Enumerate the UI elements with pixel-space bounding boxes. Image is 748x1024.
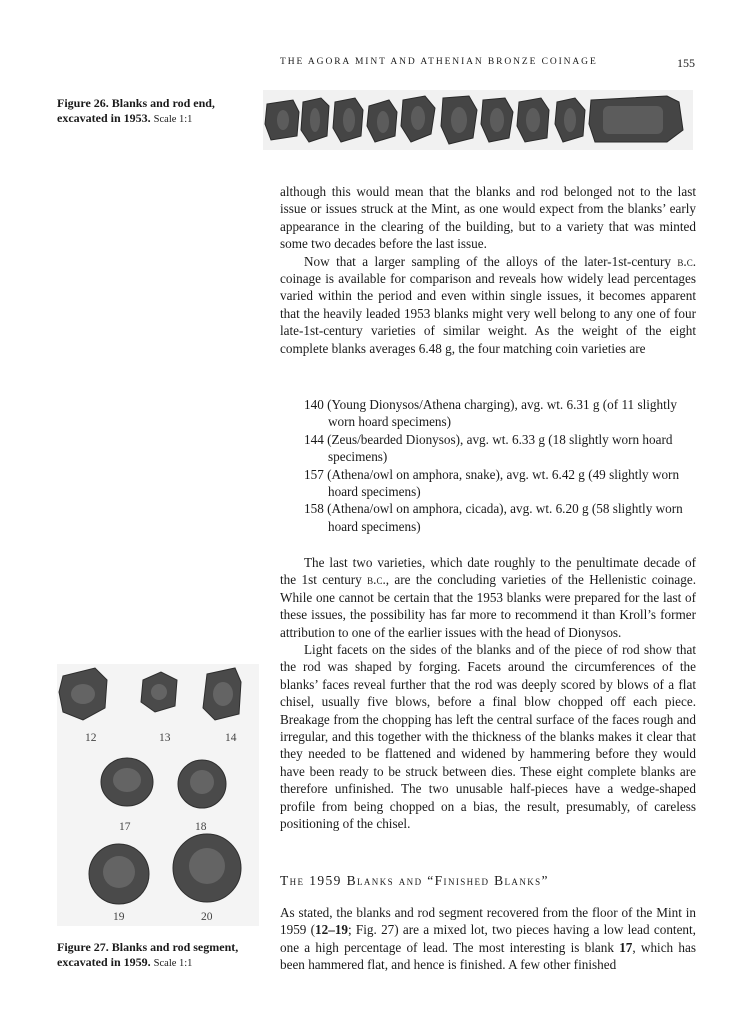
list-item: 144 (Zeus/bearded Dionysos), avg. wt. 6.33 g (18 slightly worn hoard specimens) xyxy=(304,431,673,465)
paragraph-5-end: , which has been hammered flat, and hence is finished. A few other finished xyxy=(280,939,696,973)
paragraph-2 xyxy=(280,253,696,357)
catalog-reference: 12–19 xyxy=(315,922,348,938)
running-title: THE AGORA MINT AND ATHENIAN BRONZE COINAGE xyxy=(280,57,598,67)
paragraph-3-era: b.c. xyxy=(367,572,386,588)
figure-27-label: 19 xyxy=(113,911,125,923)
page-number: 155 xyxy=(677,56,695,70)
figure-26-caption xyxy=(57,96,267,127)
variety-list xyxy=(304,396,696,535)
paragraph-2-start: Now that a larger sampling of the alloys of the later-1st-century xyxy=(304,253,678,269)
figure-27-label: 20 xyxy=(201,911,213,923)
figure-27-label: 12 xyxy=(85,732,97,744)
paragraph-2-end: coinage is available for comparison and reveals how widely lead percentages varied within the period and even within single issues, it becomes apparent that the heavily leaded 1953 blanks might very well belong to any one of four late-1st-century varieties of similar weight. As the weight of the eight complete blanks averages 6.48 g, the four matching coin varieties are xyxy=(280,271,696,356)
paragraph-2-era: b.c. xyxy=(677,253,696,269)
body-column-lower xyxy=(280,554,696,833)
paragraph-5-middle: ; Fig. 27) are a mixed lot, two pieces having a low lead content, one a high percentage of lead. The most interesting is blank xyxy=(280,922,696,955)
list-item: 140 (Young Dionysos/Athena charging), avg. wt. 6.31 g (of 11 slightly worn hoard specimens) xyxy=(304,397,678,430)
paragraph-3-end: , are the concluding varieties of the Hellenistic coinage. While one cannot be certain that the 1953 blanks were prepared for the last of these issues, the possibility has far more to recommend it than Kroll’s former attribution to one of the earlier issues with the head of Dionysos. xyxy=(280,572,696,640)
figure-27-label: 17 xyxy=(119,821,131,833)
figure-27-caption xyxy=(57,940,267,971)
paragraph-5 xyxy=(280,904,696,974)
catalog-reference: 17 xyxy=(619,939,633,955)
figure-27-caption-title: Figure 27. Blanks and rod segment, excavated in 1959. xyxy=(57,940,239,969)
list-item: 158 (Athena/owl on amphora, cicada), avg. wt. 6.20 g (58 slightly worn hoard specimens) xyxy=(304,501,683,534)
paragraph-4: Light facets on the sides of the blanks and of the piece of rod show that the rod was shaped by forging. Facets around the circumferences of the blanks’ faces reveal further that the rod was deeply scored by blows of a flat chisel, usually five blows, before a final blow chopped off each piece. Breakage from the chopping has left the central surface of the faces rough and irregular, and this together with the thickness of the blanks makes it clear that they needed to be flattened and widened by hammering before they would have been ready to be struck between dies. These eight complete blanks are therefore unfinished. The two unusable half-pieces have a wedge-shaped profile from being chopped on a bias, the result, presumably, of careless positioning of the chisel. xyxy=(280,642,696,832)
body-column xyxy=(280,183,696,357)
paragraph-5-start: As stated, the blanks and rod segment recovered from the floor of the Mint in 1959 ( xyxy=(280,905,696,938)
figure-26-scale: Scale 1:1 xyxy=(153,114,193,125)
paragraph-3 xyxy=(280,554,696,641)
figure-27-scale: Scale 1:1 xyxy=(153,958,193,969)
figure-26-photo xyxy=(263,90,693,150)
section-body xyxy=(280,904,696,974)
paragraph-3-start: The last two varieties, which date roughly to the penultimate decade of the 1st century xyxy=(280,555,696,588)
figure-26-caption-title: Figure 26. Blanks and rod end, excavated in 1953. xyxy=(57,96,215,125)
figure-27-label: 14 xyxy=(225,732,237,744)
list-item: 157 (Athena/owl on amphora, snake), avg. wt. 6.42 g (49 slightly worn hoard specimens) xyxy=(304,466,680,500)
paragraph-1: although this would mean that the blanks and rod belonged not to the last issue or issues struck at the Mint, as one would expect from the blanks’ early appearance in the clearing of the building, but to a variety that was minted some two decades before the last issue. xyxy=(280,184,696,252)
figure-27-photo xyxy=(57,664,259,926)
figure-27-label: 13 xyxy=(159,732,171,744)
section-heading: The 1959 Blanks and “Finished Blanks” xyxy=(280,873,549,888)
figure-27-label: 18 xyxy=(195,821,207,833)
